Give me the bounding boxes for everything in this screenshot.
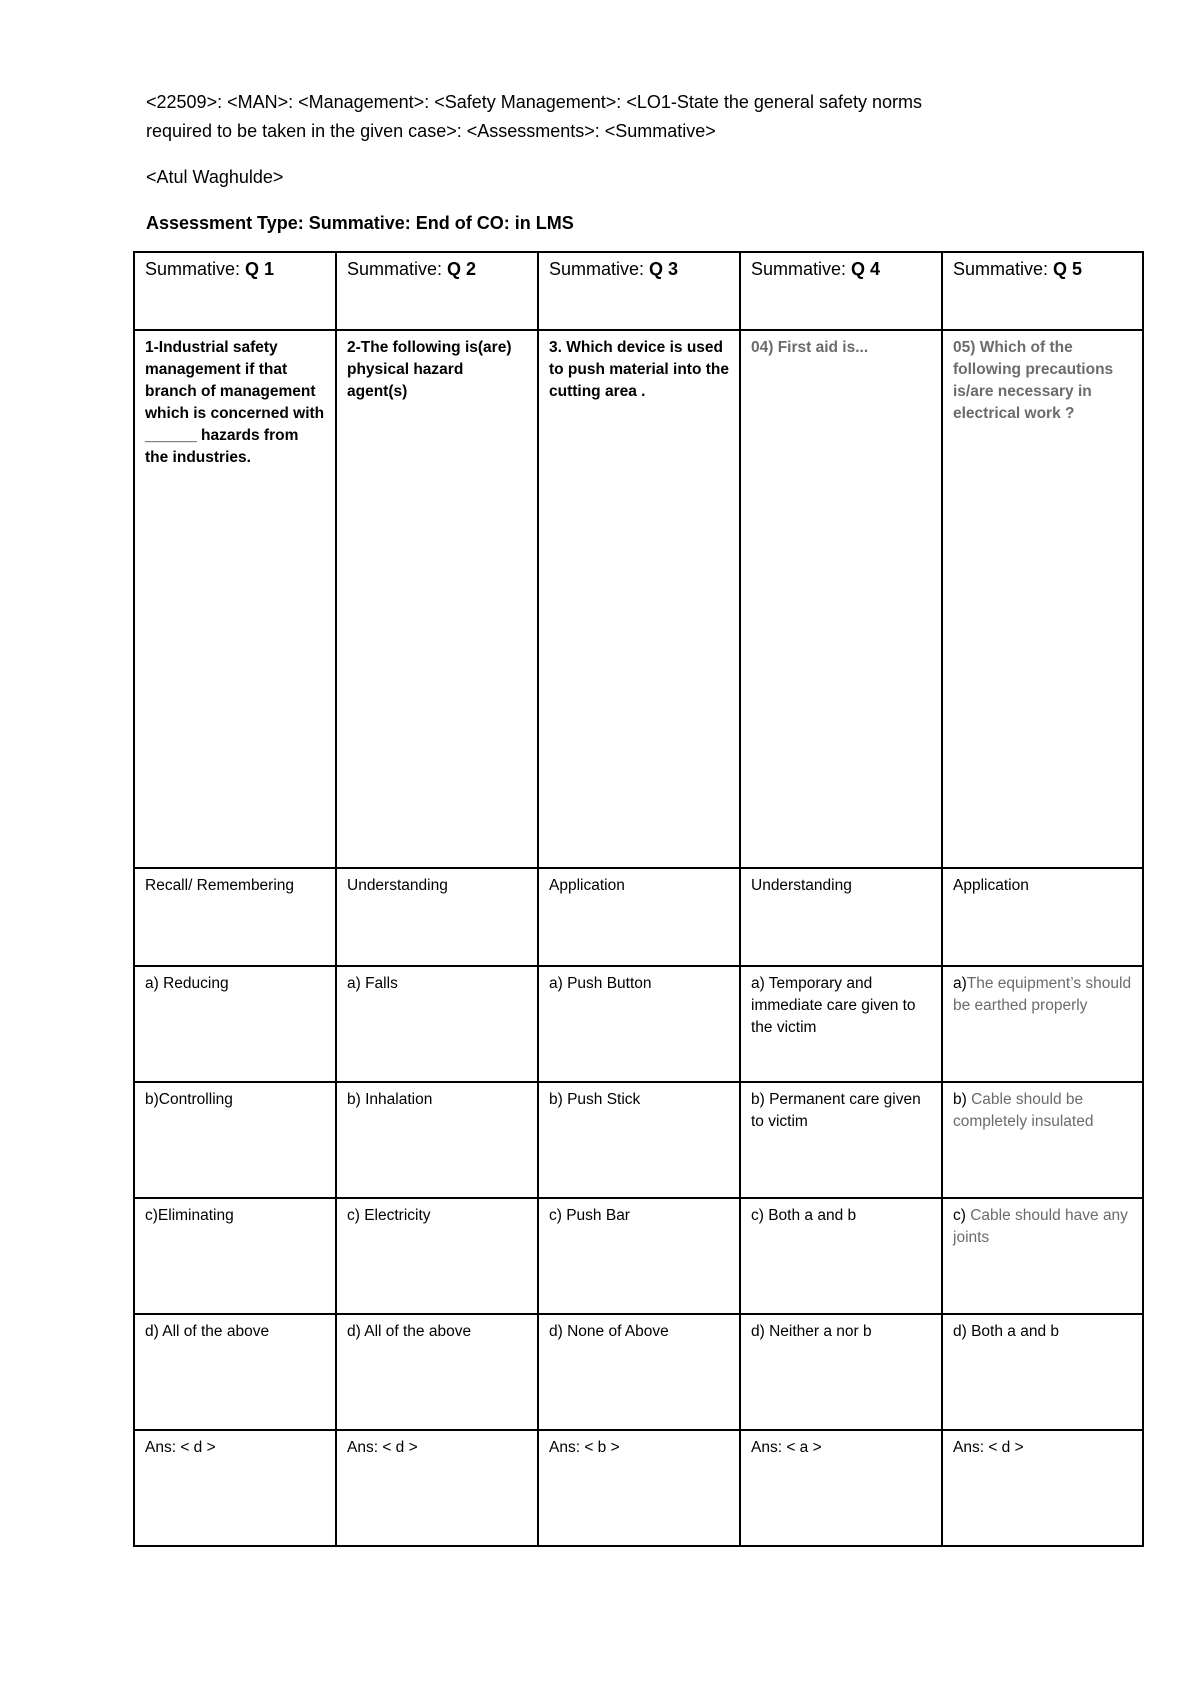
question-text-2: 2-The following is(are) physical hazard agent(s) — [336, 330, 538, 868]
option-b-3: b) Push Stick — [538, 1082, 740, 1198]
question-text-3: 3. Which device is used to push material into the cutting area . — [538, 330, 740, 868]
table-row-levels — [134, 868, 1143, 966]
question-header-3: Summative: Q 3 — [538, 252, 740, 330]
option-a-4: a) Temporary and immediate care given to the victim — [740, 966, 942, 1082]
answer-1: Ans: < d > — [134, 1430, 336, 1546]
author-name: <Atul Waghulde> — [146, 167, 284, 187]
option-d-1: d) All of the above — [134, 1314, 336, 1430]
question-header-1: Summative: Q 1 — [134, 252, 336, 330]
cognitive-level-5: Application — [942, 868, 1143, 966]
option-a-3: a) Push Button — [538, 966, 740, 1082]
option-c-4: c) Both a and b — [740, 1198, 942, 1314]
answer-2: Ans: < d > — [336, 1430, 538, 1546]
table-row-option-a — [134, 966, 1143, 1082]
assessment-type: Assessment Type: Summative: End of CO: in LMS — [146, 213, 574, 233]
option-b-5: b) Cable should be completely insulated — [942, 1082, 1143, 1198]
question-text-1: 1-Industrial safety management if that branch of management which is concerned with ______ hazards from the industries. — [134, 330, 336, 868]
header-line-1: <22509>: <MAN>: <Management>: <Safety Management>: <LO1-State the general safety norms — [146, 92, 922, 112]
answer-3: Ans: < b > — [538, 1430, 740, 1546]
option-d-3: d) None of Above — [538, 1314, 740, 1430]
question-header-4: Summative: Q 4 — [740, 252, 942, 330]
option-c-2: c) Electricity — [336, 1198, 538, 1314]
option-a-2: a) Falls — [336, 966, 538, 1082]
header-line-2: required to be taken in the given case>: <Assessments>: <Summative> — [146, 121, 716, 141]
option-d-4: d) Neither a nor b — [740, 1314, 942, 1430]
question-header-5: Summative: Q 5 — [942, 252, 1143, 330]
answer-4: Ans: < a > — [740, 1430, 942, 1546]
question-header-2: Summative: Q 2 — [336, 252, 538, 330]
cognitive-level-2: Understanding — [336, 868, 538, 966]
table-row-questions — [134, 330, 1143, 868]
table-row-option-b — [134, 1082, 1143, 1198]
option-c-3: c) Push Bar — [538, 1198, 740, 1314]
option-d-2: d) All of the above — [336, 1314, 538, 1430]
option-c-1: c)Eliminating — [134, 1198, 336, 1314]
table-row-option-d — [134, 1314, 1143, 1430]
table-row-option-c — [134, 1198, 1143, 1314]
option-b-2: b) Inhalation — [336, 1082, 538, 1198]
question-text-5: 05) Which of the following precautions is/are necessary in electrical work ? — [942, 330, 1143, 868]
option-b-4: b) Permanent care given to victim — [740, 1082, 942, 1198]
option-b-1: b)Controlling — [134, 1082, 336, 1198]
option-a-1: a) Reducing — [134, 966, 336, 1082]
option-d-5: d) Both a and b — [942, 1314, 1143, 1430]
answer-5: Ans: < d > — [942, 1430, 1143, 1546]
cognitive-level-4: Understanding — [740, 868, 942, 966]
question-text-4: 04) First aid is... — [740, 330, 942, 868]
cognitive-level-3: Application — [538, 868, 740, 966]
question-table — [133, 251, 1144, 1547]
table-row-answers — [134, 1430, 1143, 1546]
option-c-5: c) Cable should have any joints — [942, 1198, 1143, 1314]
option-a-5: a)The equipment’s should be earthed properly — [942, 966, 1143, 1082]
table-row-headers — [134, 252, 1143, 330]
cognitive-level-1: Recall/ Remembering — [134, 868, 336, 966]
